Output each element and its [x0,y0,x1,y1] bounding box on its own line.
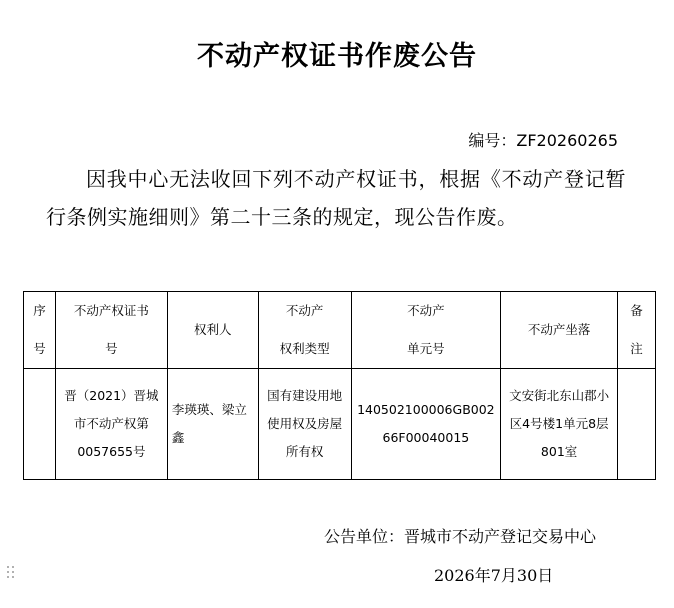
header-owner: 权利人 [167,292,258,369]
cell-unit-no: 140502100006GB00266F00040015 [351,369,501,480]
header-cert-no: 不动产权证书 号 [55,292,167,369]
header-location: 不动产坐落 [501,292,618,369]
header-right-type: 不动产 权利类型 [258,292,351,369]
certificate-table [23,291,656,480]
header-unit-no: 不动产 单元号 [351,292,501,369]
cell-right-type: 国有建设用地使用权及房屋所有权 [258,369,351,480]
drag-handle-icon[interactable] [7,566,15,580]
announcement-body [46,160,626,236]
document-number: 编号：ZF20260265 [468,131,618,150]
date-line: 2026年7月30日 [434,566,554,585]
cell-remark [618,369,656,480]
cell-seq [24,369,56,480]
cell-location: 文安街北东山郡小区4号楼1单元8层801室 [501,369,618,480]
header-remark: 备 注 [618,292,656,369]
body-paragraph: 因我中心无法收回下列不动产权证书，根据《不动产登记暂行条例实施细则》第二十三条的规定，现公告作废。 [46,167,626,229]
cell-cert-no: 晋（2021）晋城市不动产权第0057655号 [55,369,167,480]
table-header-row [24,292,656,369]
header-seq: 序 号 [24,292,56,369]
table-row [24,369,656,480]
page-title: 不动产权证书作废公告 [197,41,477,72]
cell-owner: 李瑛瑛、梁立鑫 [167,369,258,480]
issuer-line: 公告单位：晋城市不动产登记交易中心 [324,527,597,546]
